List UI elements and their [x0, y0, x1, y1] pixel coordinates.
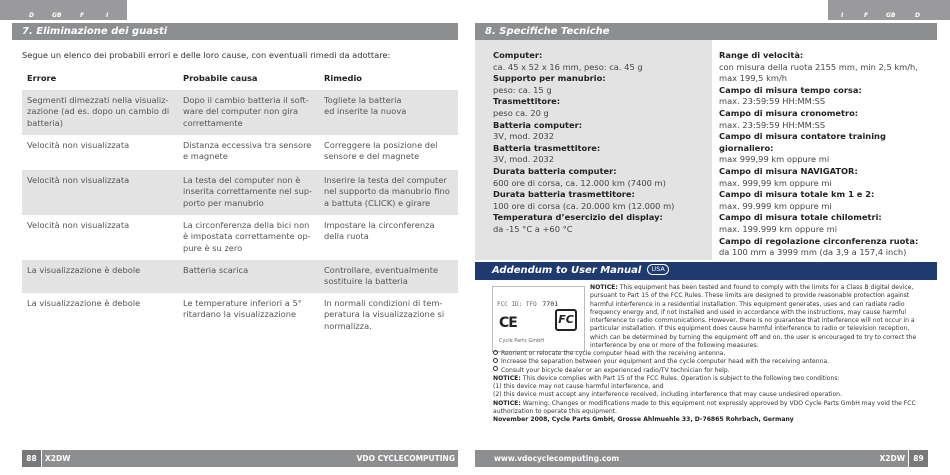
cause-cell: La testa del computer non è inserita correttamente nel sup- porto per manubrio	[183, 175, 313, 208]
footer-url: www.vdocyclecomputing.com	[494, 454, 620, 463]
spec-label: Durata batteria trasmettitore:	[493, 189, 635, 200]
spec-value: 3V, mod. 2032	[493, 154, 555, 165]
notice-paragraph-1	[493, 284, 923, 350]
remedy-cell: Togliete la batteria ed inserite la nuova	[324, 95, 407, 117]
lang-left-f: F	[80, 12, 85, 19]
spec-value: peso ca. 20 g	[493, 107, 549, 118]
remedy-cell: In normali condizioni di tem- peratura la visualizzazione si normalizza.	[324, 298, 445, 331]
notice-text-2: This device complies with Part 15 of the FCC Rules. Operation is subject to the following two conditions:	[520, 374, 840, 382]
bullet-icon	[493, 366, 498, 371]
page-number-left: 88	[22, 450, 41, 467]
error-cell: Velocità non visualizzata	[27, 140, 130, 150]
spec-value: max. 99.999 km oppure mi	[719, 200, 832, 211]
error-cell: La visualizzazione è debole	[27, 298, 141, 308]
table-row	[22, 293, 458, 338]
intro-text: Segue un elenco dei probabili errori e delle loro cause, con eventuali rimedi da adottare:	[22, 50, 391, 60]
lang-left-i: I	[106, 12, 109, 19]
spec-value: 3V, mod. 2032	[493, 131, 555, 142]
footer-brand: VDO CYCLECOMPUTING	[356, 454, 455, 463]
table-row	[22, 260, 458, 293]
footer-bar-left	[42, 450, 458, 467]
bullet-text: Increase the separation between your equipment and the cycle computer head with the receiving antenna.	[501, 358, 830, 366]
specs-column-right	[719, 50, 939, 259]
fcc-notice	[493, 284, 923, 424]
spec-label: Campo di misura contatore training giornaliero:	[719, 131, 886, 153]
spec-value: con misura della ruota 2155 mm, min 2,5 km/h, max 199,5 km/h	[719, 61, 918, 84]
section-title-specs: 8. Specifiche Tecniche	[475, 23, 937, 40]
cause-cell: Le temperature inferiori a 5° ritardano la visualizzazione	[183, 298, 302, 320]
error-cell: Velocità non visualizzata	[27, 220, 130, 230]
footer-model-left: X2DW	[45, 454, 71, 463]
lang-right-d: D	[915, 12, 920, 19]
table-row	[22, 90, 458, 135]
cert-brand: Cycle Parts GmbH	[499, 338, 544, 344]
notice-bullet	[493, 358, 923, 366]
address-line: November 2008, Cycle Parts GmbH, Grosse Ahlmuehle 33, D-76865 Rohrbach, Germany	[493, 416, 794, 423]
spec-label: Campo di misura tempo corsa:	[719, 84, 862, 95]
spec-label: Supporto per manubrio:	[493, 73, 606, 84]
notice-label-1: NOTICE:	[590, 284, 618, 291]
footer-model-right: X2DW	[879, 454, 905, 463]
spec-label: Computer:	[493, 50, 543, 60]
notice-text-3: Warning: Changes or modifications made to this equipment not expressly approved by VDO Cycle Parts GmbH may void the FCC authorization to operate this equipment.	[493, 399, 916, 415]
notice-text-1: This equipment has been tested and found to comply with the limits for a Class B digital device, pursuant to Part 15 of the FCC Rules. These limits are designed to provide reasonable protection against harmful interference in a residential installation. This equipment generates, uses and can radiate radio frequency energy and, if not installed and used in accordance with the instructions, may cause harmful interference to radio communications. However, there is no guarantee that interference will not occur in a particular installation. If this equipment does cause harmful interference to radio or television reception, which can be determined by turning the equipment off and on, the user is encouraged to try to correct the interference by one or more of the following measures:	[590, 284, 917, 349]
bullet-icon	[493, 350, 498, 355]
bullet-text: Reorient or relocate the cycle computer head with the receiving antenna.	[501, 350, 726, 357]
cause-cell: Distanza eccessiva tra sensore e magnete	[183, 140, 312, 162]
footer-bar-right	[475, 450, 908, 467]
spec-value: da -15 °C a +60 °C	[493, 223, 573, 234]
section-title-troubleshooting: 7. Eliminazione dei guasti	[12, 23, 458, 40]
page-number-right: 89	[909, 450, 928, 467]
lang-right-gb: GB	[886, 12, 896, 19]
spec-label: Temperatura d’esercizio del display:	[493, 212, 663, 223]
column-header-rimedio: Rimedio	[324, 73, 362, 83]
spec-value: max. 199.999 km oppure mi	[719, 223, 838, 234]
addendum-bar	[475, 262, 937, 280]
remedy-cell: Controllare, eventualmente sostituire la batteria	[324, 265, 439, 287]
spec-label: Campo di misura NAVIGATOR:	[719, 165, 858, 176]
condition-2: (2) this device must accept any interference received, including interference that may cause undesired operation.	[493, 391, 842, 399]
usa-badge: USA	[647, 264, 668, 275]
lang-left-gb: GB	[52, 12, 62, 19]
remedy-cell: Inserire la testa del computer nel supporto da manubrio fino a battuta (CLICK) e girare	[324, 175, 450, 208]
specs-column-left	[493, 50, 708, 236]
column-header-causa: Probabile causa	[183, 73, 258, 83]
table-row	[22, 135, 458, 170]
cause-cell: La circonferenza della bici non è impostata correttamente op- pure è su zero	[183, 220, 311, 253]
notice-label-3: NOTICE:	[493, 399, 521, 407]
column-header-errore: Errore	[27, 73, 57, 83]
spec-value: max. 23:59:59 HH:MM:SS	[719, 96, 826, 107]
spec-label: Batteria computer:	[493, 119, 583, 130]
spec-value: max 999,99 km oppure mi	[719, 154, 830, 165]
condition-1: (1) this device may not cause harmful interference, and	[493, 383, 664, 390]
spec-value: da 100 mm a 3999 mm (da 3,9 a 157,4 inch)	[719, 247, 907, 258]
cause-cell: Batteria scarica	[183, 265, 249, 275]
spec-value: 100 ore di corsa (ca. 20.000 km (12.000 m)	[493, 200, 675, 211]
fcc-id: 7701	[542, 300, 559, 308]
notice-paragraph-3	[493, 400, 923, 417]
table-row	[22, 215, 458, 260]
fcc-id-label: FCC ID: TFO	[497, 301, 537, 308]
spec-value: max. 999,99 km oppure mi	[719, 177, 832, 188]
lang-left-d: D	[29, 12, 34, 19]
spec-label: Campo di regolazione circonferenza ruota:	[719, 235, 919, 246]
spec-label: Campo di misura totale chilometri:	[719, 212, 882, 223]
bullet-icon	[493, 358, 498, 363]
spec-label: Range di velocità:	[719, 50, 804, 60]
spec-label: Campo di misura cronometro:	[719, 107, 859, 118]
spec-label: Durata batteria computer:	[493, 165, 617, 176]
spec-value: peso: ca. 15 g	[493, 84, 552, 95]
spec-label: Trasmettitore:	[493, 96, 561, 107]
fc-logo-text: FC	[558, 313, 574, 326]
remedy-cell: Correggere la posizione del sensore e del magnete	[324, 140, 438, 162]
notice-bullet	[493, 350, 923, 358]
addendum-title: Addendum to User Manual	[492, 265, 642, 276]
lang-right-i: I	[841, 12, 844, 19]
spec-value: ca. 45 x 52 x 16 mm, peso: ca. 45 g	[493, 61, 643, 72]
spec-value: max. 23:59:59 HH:MM:SS	[719, 119, 826, 130]
ce-logo: CE	[499, 315, 517, 331]
notice-paragraph-2	[493, 375, 923, 383]
error-cell: Segmenti dimezzati nella visualiz- zazione (ad es. dopo un cambio di batteria)	[27, 95, 170, 128]
cause-cell: Dopo il cambio batteria il soft- ware del computer non gira correttamente	[183, 95, 309, 128]
table-row	[22, 170, 458, 215]
error-cell: La visualizzazione è debole	[27, 265, 141, 275]
spec-label: Campo di misura totale km 1 e 2:	[719, 189, 875, 200]
remedy-cell: Impostare la circonferenza della ruota	[324, 220, 435, 242]
notice-bullet	[493, 367, 923, 375]
error-cell: Velocità non visualizzata	[27, 175, 130, 185]
bullet-text: Consult your bicycle dealer or an experienced radio/TV technician for help.	[501, 366, 730, 374]
lang-right-f: F	[864, 12, 869, 19]
notice-label-2: NOTICE:	[493, 374, 521, 382]
spec-value: 600 ore di corsa, ca. 12.000 km (7400 m)	[493, 177, 666, 188]
spec-label: Batteria trasmettitore:	[493, 142, 601, 153]
